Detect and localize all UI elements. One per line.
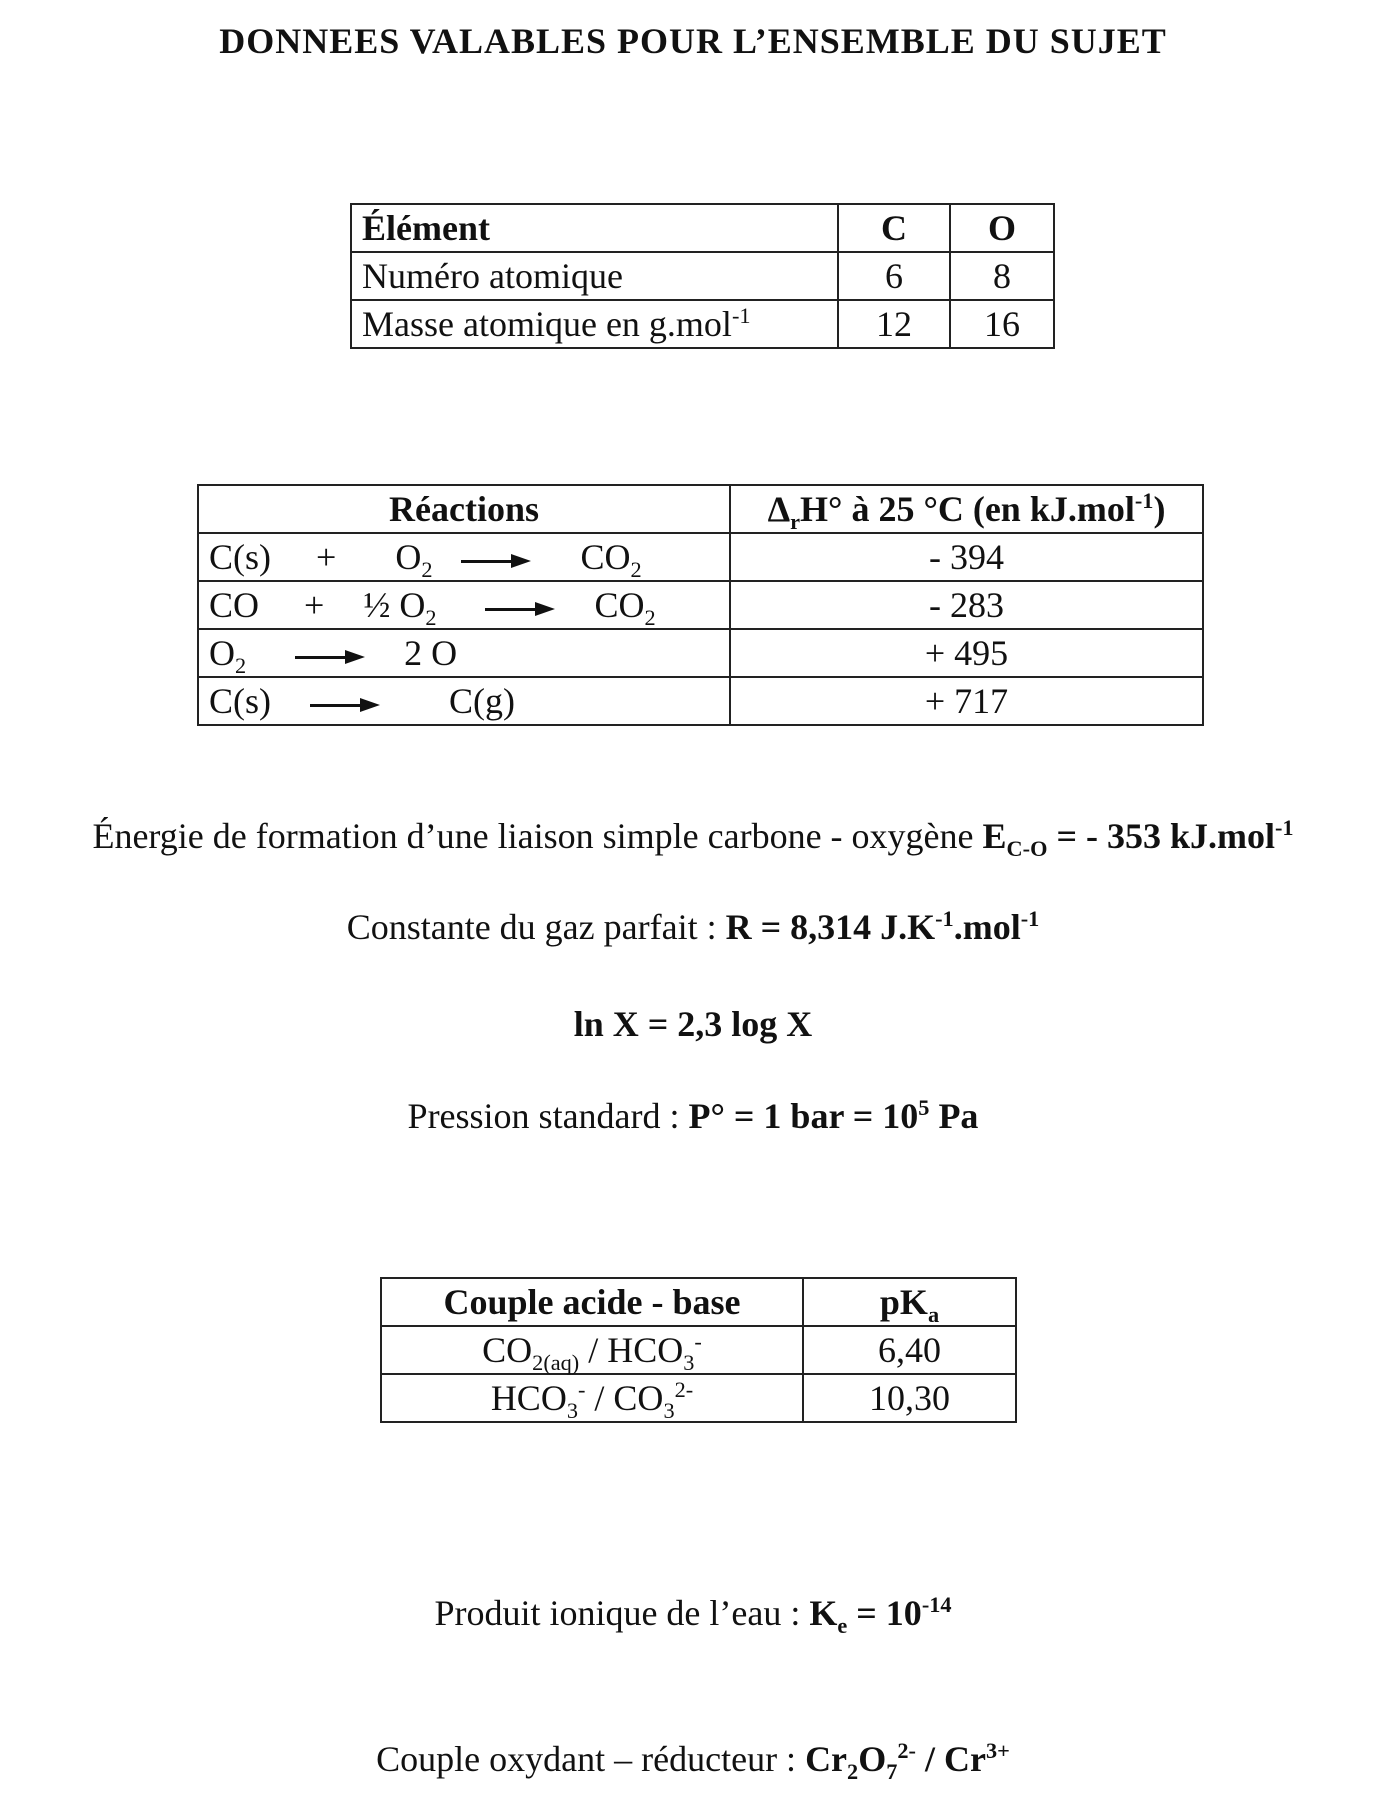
table-header-cell: C [838,204,950,252]
table-cell: + 717 [730,677,1203,725]
table-row [351,300,1054,348]
table-header-cell: Réactions [198,485,730,533]
elements-table [350,203,1055,349]
table-cell: 8 [950,252,1054,300]
table-row [198,533,1203,581]
table-cell: - 283 [730,581,1203,629]
table-row [351,252,1054,300]
table-header-cell: $\Delta_rH^\circ$ à 25 °C (en kJ.mol$^{-1}$) [730,485,1203,533]
reaction-equation: $O_2$ 2 O [198,629,730,677]
reaction-equation: C(s) C(g) [198,677,730,725]
table-cell: 6,40 [803,1326,1016,1374]
reaction-equation: $C(s) + O_2$ $CO_2$ [198,533,730,581]
table-row [198,677,1203,725]
table-row [198,485,1203,533]
acid-base-couple: $CO_{2(aq)} / HCO_3^-$ [381,1326,803,1374]
table-row [198,629,1203,677]
acid-base-table [380,1277,1017,1423]
table-row [198,581,1203,629]
redox-couple-line: Couple oxydant – réducteur : $Cr_2O_7^{2-} / Cr^{3+}$ [376,1738,1010,1785]
table-cell: 16 [950,300,1054,348]
table-row [351,204,1054,252]
pressure-line: Pression standard : P° = 1 bar = $10^5$ Pa [407,1095,979,1136]
page-title: DONNEES VALABLES POUR L’ENSEMBLE DU SUJET [219,21,1167,61]
table-header-cell: Élément [351,204,838,252]
arrow-right-icon [485,602,555,616]
reactions-table [197,484,1204,726]
table-row [381,1374,1016,1422]
arrow-right-icon [295,650,365,664]
gas-constant-line: Constante du gaz parfait : R = 8,314 $J.K^{-1}.mol^{-1}$ [346,906,1040,947]
table-header-cell: Couple acide - base [381,1278,803,1326]
table-row [381,1326,1016,1374]
table-cell [351,300,838,348]
table-header-cell: O [950,204,1054,252]
table-header-cell: $pK_a$ [803,1278,1016,1326]
cell-text: Masse atomique en g.mol [362,304,732,344]
table-cell: 10,30 [803,1374,1016,1422]
ln-identity-line: ln X = 2,3 log X [573,1004,813,1044]
bond-energy-line: Énergie de formation d’une liaison simple carbone - oxygène $E_{C-O}$ = - 353 kJ.mol$^{-1}$ [92,815,1294,862]
table-cell: 12 [838,300,950,348]
table-row [381,1278,1016,1326]
table-cell: + 495 [730,629,1203,677]
cell-sup: -1 [731,303,751,328]
table-cell: 6 [838,252,950,300]
reaction-equation: CO + ½ $O_2$ $CO_2$ [198,581,730,629]
table-cell: - 394 [730,533,1203,581]
table-cell: Numéro atomique [351,252,838,300]
acid-base-couple: $HCO_3^- / CO_3^{2-}$ [381,1374,803,1422]
arrow-right-icon [461,554,531,568]
arrow-right-icon [310,698,380,712]
water-product-line: Produit ionique de l’eau : $K_e = 10^{-14}$ [434,1592,952,1639]
